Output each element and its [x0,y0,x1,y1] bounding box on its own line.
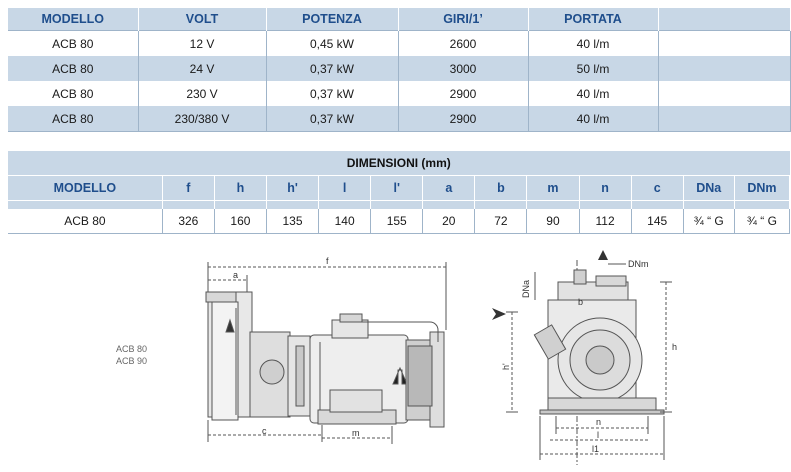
col-dnm: DNm [734,176,789,201]
cell: ¾ “ G [683,209,734,234]
col-empty [658,8,790,31]
dim-label-dna: DNa [521,279,531,298]
col-potenza: POTENZA [266,8,398,31]
model-label: ACB 80 [116,344,148,354]
cell: 3000 [398,56,528,81]
cell [658,106,790,132]
cell: 135 [266,209,318,234]
cell: 2900 [398,81,528,106]
cell: 145 [631,209,683,234]
col-dna: DNa [683,176,734,201]
col-modello: MODELLO [8,176,162,201]
cell: 12 V [138,31,266,57]
cell [658,31,790,57]
dim-label-n: n [596,417,602,427]
table-row [8,56,790,81]
cell: 230 V [138,81,266,106]
col-h: h [214,176,266,201]
dim-label-f: f [326,256,329,266]
cell: 0,37 kW [266,81,398,106]
cell [658,56,790,81]
cell: 2900 [398,106,528,132]
table-row [8,31,790,57]
dim-label-m: m [352,428,360,438]
col-l: l [319,176,371,201]
dimensions-title-row [8,151,790,176]
table-row [8,81,790,106]
header-spacer [8,201,790,210]
col-l1: l' [371,176,423,201]
cell: 230/380 V [138,106,266,132]
col-c: c [631,176,683,201]
col-modello: MODELLO [8,8,138,31]
col-f: f [162,176,214,201]
cell: ACB 80 [8,106,138,132]
cell: 90 [527,209,579,234]
dim-label-c: c [262,426,267,436]
cell: ¾ “ G [734,209,789,234]
cell: 326 [162,209,214,234]
dim-label-l1: l1 [592,444,600,454]
pump-drawing [0,250,791,472]
cell: 160 [214,209,266,234]
models-table [8,8,791,132]
col-a: a [423,176,475,201]
col-b: b [475,176,527,201]
cell: ACB 80 [8,56,138,81]
cell: 2600 [398,31,528,57]
table-row [8,209,790,234]
dimensions-header [8,176,790,201]
cell: 155 [371,209,423,234]
col-m: m [527,176,579,201]
col-h1: h' [266,176,318,201]
dimensions-title: DIMENSIONI (mm) [8,151,790,176]
table-row [8,106,790,132]
col-portata: PORTATA [528,8,658,31]
col-volt: VOLT [138,8,266,31]
cell: 72 [475,209,527,234]
cell: 0,37 kW [266,106,398,132]
dim-label-a: a [233,270,239,280]
models-table-header [8,8,790,31]
dim-label-l: l [597,430,599,440]
cell: 40 l/m [528,106,658,132]
cell: 40 l/m [528,81,658,106]
cell: 0,45 kW [266,31,398,57]
cell: 112 [579,209,631,234]
cell: 20 [423,209,475,234]
col-n: n [579,176,631,201]
cell: 50 l/m [528,56,658,81]
dim-label-h1: h' [501,363,511,370]
cell: 24 V [138,56,266,81]
model-label: ACB 90 [116,356,148,366]
cell: ACB 80 [8,81,138,106]
cell: ACB 80 [8,31,138,57]
dim-label-h: h [672,342,678,352]
cell: 40 l/m [528,31,658,57]
dim-label-dnm: DNm [628,259,649,269]
dimensions-table [8,151,790,234]
cell: 140 [319,209,371,234]
cell: ACB 80 [8,209,162,234]
cell: 0,37 kW [266,56,398,81]
dim-label-b: b [578,297,584,307]
cell [658,81,790,106]
col-giri: GIRI/1’ [398,8,528,31]
